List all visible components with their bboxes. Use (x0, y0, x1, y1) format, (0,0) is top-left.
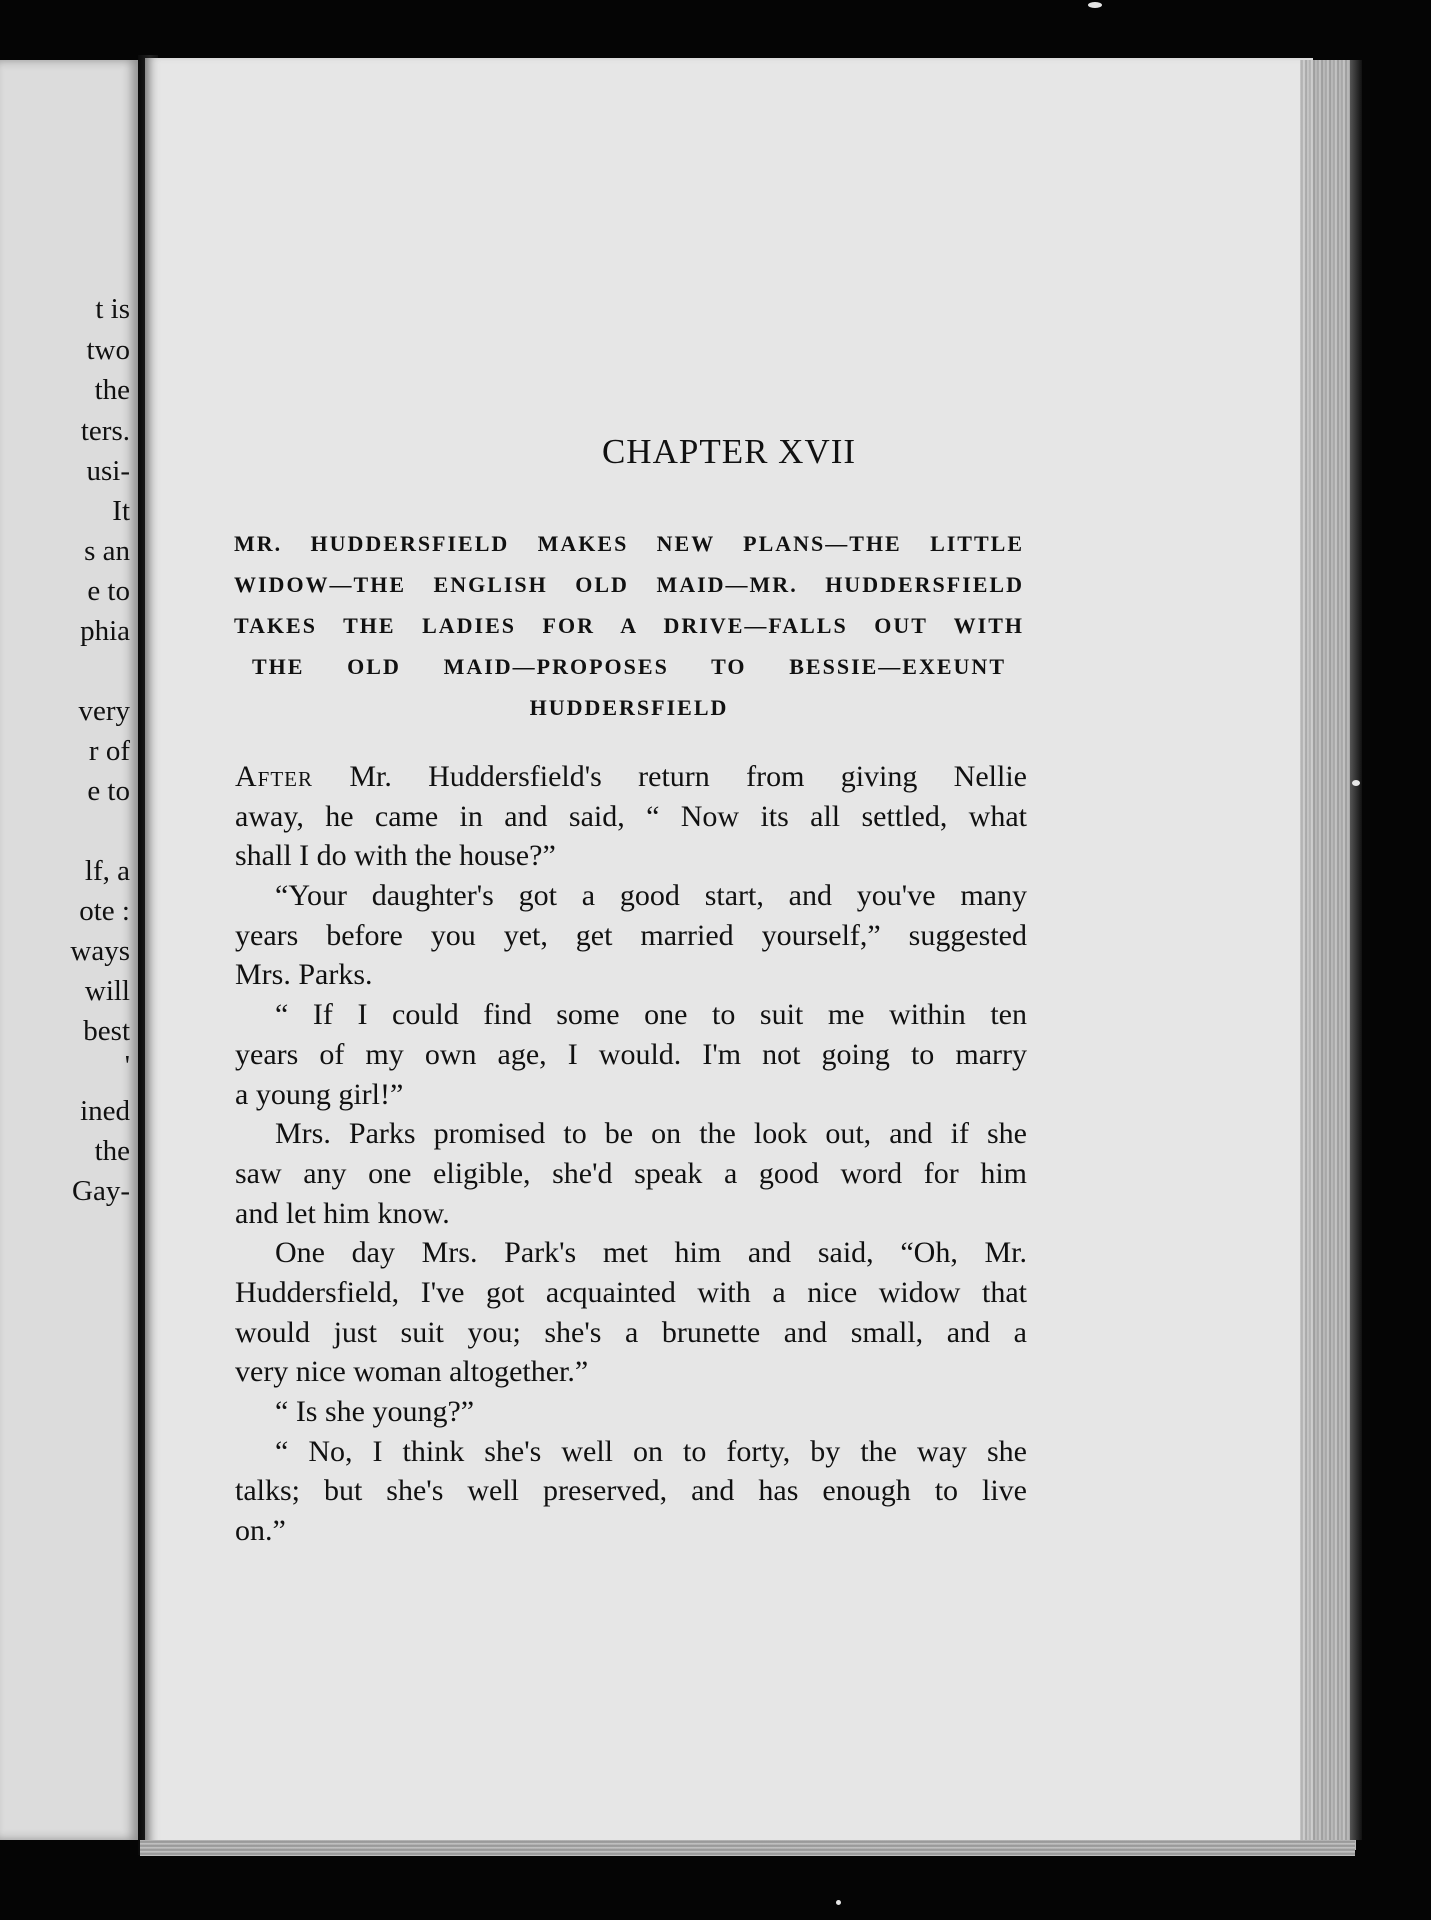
scan-speck (1088, 2, 1102, 8)
synopsis-line: WIDOW—THE ENGLISH OLD MAID—MR. HUDDERSFIELD (234, 572, 1024, 597)
left-fragment: usi- (86, 455, 130, 487)
scan-speck (836, 1900, 841, 1905)
synopsis-line: HUDDERSFIELD (529, 695, 729, 720)
page-edge (1300, 60, 1356, 1850)
body-line: “ If I could find some one to suit me within ten (275, 998, 1027, 1032)
left-fragment: very (78, 695, 130, 727)
left-fragment: ined (80, 1095, 130, 1127)
left-fragment: ' (124, 1050, 130, 1082)
body-line: saw any one eligible, she'd speak a good word for him (235, 1156, 1027, 1190)
body-text (235, 757, 1027, 1551)
body-line: talks; but she's well preserved, and has enough to live (235, 1474, 1027, 1508)
left-fragment: e to (87, 575, 130, 607)
body-line: would just suit you; she's a brunette and small, and a (235, 1315, 1027, 1349)
left-fragment: e to (87, 775, 130, 807)
chapter-synopsis (234, 523, 1024, 728)
chapter-title: CHAPTER XVII (601, 432, 857, 471)
left-fragment: the (94, 374, 130, 406)
body-line: years before you yet, get married yourself,” suggested (235, 918, 1027, 952)
body-line: years of my own age, I would. I'm not going to marry (235, 1037, 1027, 1071)
left-fragment: the (94, 1135, 130, 1167)
body-line: Mrs. Parks promised to be on the look out, and if she (275, 1117, 1027, 1151)
body-line: “ No, I think she's well on to forty, by the way she (275, 1434, 1027, 1468)
left-fragment: best (83, 1015, 130, 1047)
body-line: very nice woman altogether.” (235, 1355, 589, 1389)
left-fragment: two (86, 334, 130, 366)
synopsis-line: THE OLD MAID—PROPOSES TO BESSIE—EXEUNT (252, 654, 1006, 679)
left-fragment: It (112, 495, 130, 527)
page-bottom-edge (140, 1840, 1355, 1856)
body-line: and let him know. (235, 1196, 450, 1230)
body-line-text: Mr. Huddersfield's return from giving Nellie (313, 760, 1027, 793)
left-fragment: ote : (79, 895, 130, 927)
left-fragment: s an (84, 535, 130, 567)
cover-edge (1350, 60, 1362, 1840)
body-line: Huddersfield, I've got acquainted with a nice widow that (235, 1275, 1027, 1309)
body-line: Mrs. Parks. (235, 958, 373, 992)
body-line: “ Is she young?” (275, 1395, 475, 1428)
left-fragment: lf, a (84, 855, 130, 887)
body-line: on.” (235, 1514, 286, 1548)
left-fragment: ways (70, 935, 130, 967)
body-line: One day Mrs. Park's met him and said, “Oh, Mr. (275, 1236, 1027, 1270)
left-fragment: ters. (80, 415, 130, 447)
synopsis-line: TAKES THE LADIES FOR A DRIVE—FALLS OUT WITH (234, 613, 1024, 638)
opening-word: After (235, 760, 314, 793)
left-page-fragment (0, 60, 138, 1840)
left-fragment: will (84, 975, 130, 1007)
left-fragment: Gay- (72, 1175, 130, 1207)
body-line: “Your daughter's got a good start, and you've many (275, 879, 1027, 913)
scan-speck (1352, 780, 1360, 786)
body-line: away, he came in and said, “ Now its all settled, what (235, 799, 1027, 833)
left-fragment: phia (80, 615, 130, 647)
body-line (235, 757, 1027, 797)
left-fragment: t is (95, 293, 130, 325)
synopsis-line: MR. HUDDERSFIELD MAKES NEW PLANS—THE LITTLE (234, 531, 1024, 556)
body-line: shall I do with the house?” (235, 839, 556, 873)
left-fragment: r of (88, 735, 130, 767)
body-line: a young girl!” (235, 1077, 404, 1111)
